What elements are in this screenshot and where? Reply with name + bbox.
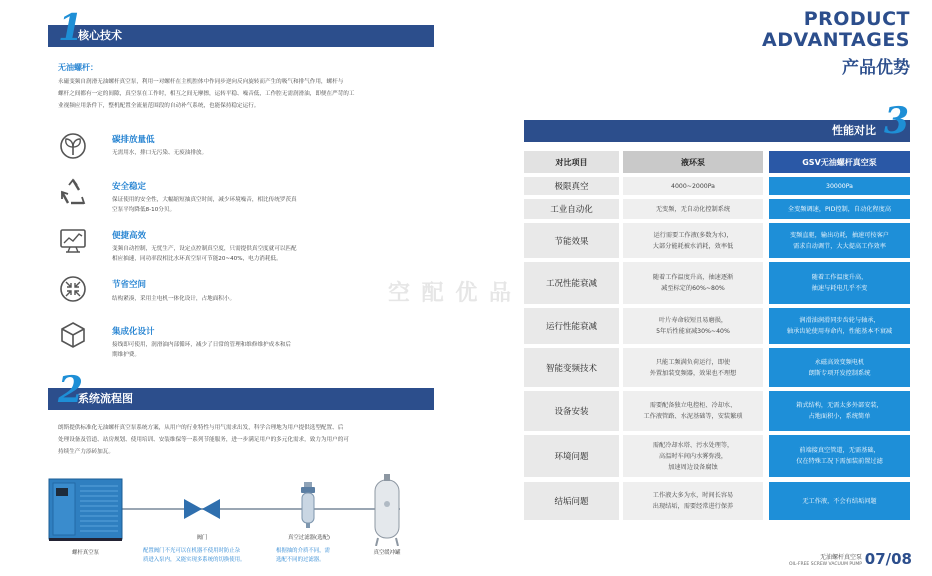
intro-line: 朗斯提供标准化无油螺杆真空泵系统方案，从用户的行业特性与用气需求出发，科学合理地为用户提供选型配置、后 (58, 425, 344, 431)
valve-note-line: 质进入泵内，又能实现多系统的切换使用。 (143, 557, 246, 563)
feature-desc-line: 期维护费。 (112, 352, 140, 358)
gsv-line: 抽速与耗电几乎不变 (811, 285, 868, 292)
filter-label: 真空过滤器(选配) (288, 535, 330, 541)
feature-desc-line: 无需用水，排口无污染、无废油排放。 (112, 150, 208, 156)
filter-note (276, 547, 356, 565)
ring-cell (623, 482, 763, 520)
row-item: 智能变频技术 (524, 348, 619, 387)
ring-line: 无变频，无自动化控制系统 (655, 205, 731, 213)
feature-desc-line: 结构紧凑，采用主电机一体化设计，占地面积小。 (112, 296, 236, 302)
row-item: 设备安装 (524, 391, 619, 431)
tank-label: 真空缓冲罐 (373, 550, 401, 556)
valve-icon (182, 496, 222, 522)
feature-title: 集成化设计 (112, 327, 155, 337)
section1-title: 核心技术 (78, 29, 122, 42)
section3-title: 性能对比 (832, 124, 876, 137)
footer-en: OIL-FREE SCREW VACUUM PUMP (788, 562, 862, 567)
gsv-line: 箱式结构，无需太多外部安装， (796, 402, 883, 409)
gsv-line: 需求自动调节，大大提高工作效率 (793, 242, 886, 250)
feature-title: 碳排放量低 (112, 135, 155, 145)
gsv-cell (769, 482, 910, 520)
gsv-cell (769, 435, 910, 477)
ring-cell (623, 177, 763, 195)
ring-cell (623, 308, 763, 344)
header-item: 对比项目 (524, 151, 619, 173)
pump-label: 螺杆真空泵 (72, 550, 99, 556)
header-gsv: GSV无油螺杆真空泵 (769, 151, 910, 173)
chart-monitor-icon (58, 226, 88, 256)
section3-number: 3 (884, 100, 910, 142)
ring-line: 4000~2000Pa (671, 182, 715, 190)
feature-desc-line: 保证使用的安全性，大幅缩短抽真空时间，减少环境噪音，相比传统罗茨真 (112, 197, 297, 203)
ring-line: 只能工频满负荷运行，即使 (655, 358, 731, 366)
buffer-tank-image (372, 474, 402, 546)
footer-cn: 无油螺杆真空泵 (819, 554, 862, 561)
gsv-cell (769, 262, 910, 304)
ring-line: 工作液管路、水泥基础等，安装繁琐 (643, 413, 743, 420)
ring-cell (623, 262, 763, 304)
table-row (524, 482, 910, 520)
gsv-line: 随着工作温度升高， (811, 274, 868, 281)
section1-number: 1 (58, 7, 84, 49)
ring-line: 高温时车间内水雾弥漫， (658, 452, 728, 460)
table-row (524, 391, 910, 431)
section2-title: 系统流程图 (78, 392, 133, 405)
ring-line: 大部分能耗被水消耗，效率低 (652, 242, 734, 250)
feature-title: 便捷高效 (112, 231, 147, 241)
ring-cell (623, 223, 763, 258)
ring-cell (623, 391, 763, 431)
feature-desc (112, 195, 352, 215)
gsv-line: 变频直驱，输出功耗，抽速可按客户 (790, 231, 889, 239)
ring-line: 叶片寿命较短且易磨损， (658, 317, 728, 324)
gsv-line: 全变频调速，PID控制，自动化程度高 (787, 205, 892, 213)
row-item: 环境问题 (524, 435, 619, 477)
header-title-cn: 产品优势 (842, 58, 910, 78)
ring-line: 运行需要工作液(多数为水)， (653, 231, 733, 239)
gsv-cell (769, 177, 910, 195)
section2-bar (48, 388, 434, 410)
header-liquid-ring: 液环泵 (623, 151, 763, 173)
ring-line: 需要配备独立电控柜、冷却水、 (649, 402, 737, 409)
feature-desc (112, 294, 352, 304)
ring-line: 需配冷却水塔、污水处理等， (652, 441, 734, 449)
gsv-line: 朗斯专项开发控制系统 (808, 369, 871, 377)
table-row (524, 223, 910, 258)
row-item: 运行性能衰减 (524, 308, 619, 344)
section2-number: 2 (58, 369, 84, 411)
ring-line: 出现结垢，需要经常进行保养 (652, 503, 734, 510)
filter-icon (298, 482, 318, 528)
table-row (524, 435, 910, 477)
gsv-line: 30000Pa (826, 182, 853, 190)
gsv-line: 润滑油润滑同步齿轮与轴承， (799, 317, 880, 324)
flow-pipe (122, 508, 400, 510)
feature-desc (112, 148, 352, 158)
cube-icon (58, 320, 88, 350)
gsv-line: 无工作液，不会有结垢问题 (802, 497, 877, 505)
table-row (524, 199, 910, 219)
valve-label: 阀门 (196, 535, 208, 541)
section1-subtitle: 无油螺杆： (58, 63, 98, 72)
valve-note (143, 547, 273, 565)
ring-cell (623, 199, 763, 219)
feature-title: 安全稳定 (112, 182, 147, 192)
ring-cell (623, 435, 763, 477)
gsv-cell (769, 348, 910, 387)
header-title-en-2: ADVANTAGES (762, 29, 910, 51)
intro-line: 螺杆之间都有一定的间隙，真空泵在工作时，相互之间无摩擦，运转平稳、噪音低，工作腔无需润滑油，即便在严苛的工 (58, 91, 355, 97)
ring-line: 外置加装变频器，效果也不理想 (649, 369, 737, 377)
ring-line: 随着工作温度升高，抽速逐渐 (652, 274, 734, 281)
ring-cell (623, 348, 763, 387)
recycle-icon (58, 177, 88, 207)
section3-bar (524, 120, 910, 142)
feature-desc (112, 340, 352, 360)
table-row (524, 348, 910, 387)
intro-line: 持续生产力添砖加瓦。 (58, 449, 114, 455)
row-item: 节能效果 (524, 223, 619, 258)
intro-line: 永磁变频自润滑无油螺杆真空泵，利用一对螺杆在主机腔体中作同步逆向反向旋转而产生的吸气和排气作用，螺杆与 (58, 79, 344, 85)
ring-line: 减至标定的60%~80% (661, 285, 725, 292)
row-item: 结垢问题 (524, 482, 619, 520)
filter-note-line: 选配不同的过滤器。 (276, 557, 325, 563)
watermark: 空 配 优 品 (388, 281, 513, 306)
ring-line: 加速周边设备腐蚀 (668, 463, 718, 471)
feature-title: 节省空间 (112, 280, 147, 290)
gsv-line: 占地面积小，系统简单 (808, 413, 871, 420)
valve-note-line: 配置阀门不光可以在机器不使用时防止杂 (143, 548, 241, 554)
section2-intro (58, 422, 438, 458)
page-number: 07/08 (864, 550, 912, 568)
gsv-line: 轴承齿轮使用寿命内，性能基本不衰减 (786, 328, 893, 335)
section1-intro (58, 76, 438, 112)
table-row (524, 177, 910, 195)
vacuum-pump-image (48, 478, 123, 542)
feature-desc (112, 244, 352, 264)
ring-line: 5年后性能衰减30%~40% (656, 328, 730, 335)
feature-desc-line: 空泵平均降低8-10分贝。 (112, 207, 176, 213)
filter-note-line: 根据抽的介质不同，需 (276, 548, 330, 554)
gsv-cell (769, 391, 910, 431)
leaf-icon (58, 131, 88, 161)
intro-line: 处理设备及管道、站房规划、使用培训、安装维保等一系列节能服务，进一步满足用户的多元化需求，致力为用户的可 (58, 437, 349, 443)
gsv-line: 前端接真空管道，无需基础， (799, 447, 880, 454)
table-row (524, 308, 910, 344)
gsv-line: 仅在特殊工况下需加装前置过滤 (796, 458, 883, 465)
gsv-cell (769, 199, 910, 219)
compress-arrows-icon (58, 274, 88, 304)
table-header-row (524, 151, 910, 173)
row-item: 工业自动化 (524, 199, 619, 219)
gsv-cell (769, 223, 910, 258)
row-item: 极限真空 (524, 177, 619, 195)
ring-line: 工作液大多为水，时间长容易 (652, 492, 734, 499)
feature-desc-line: 变频自动控制，无忧生产，设定点控制真空度，只需提供真空度就可以匹配 (112, 246, 297, 252)
header-title-en-1: PRODUCT (803, 8, 910, 30)
feature-desc-line: 接线即可使用，润滑油内部循环，减少了日常的管理和维修维护成本和后 (112, 342, 292, 348)
feature-desc-line: 相应抽速，同功率段相比水环真空泵可节能20~40%，电力消耗低。 (112, 256, 282, 262)
section1-bar (48, 25, 434, 47)
intro-line: 业视频应用条件下，整机配置全流量范围段的自动补气系统，也能保持稳定运行。 (58, 103, 260, 109)
gsv-line: 永磁高效变频电机 (814, 358, 865, 366)
row-item: 工况性能衰减 (524, 262, 619, 304)
gsv-cell (769, 308, 910, 344)
table-row (524, 262, 910, 304)
